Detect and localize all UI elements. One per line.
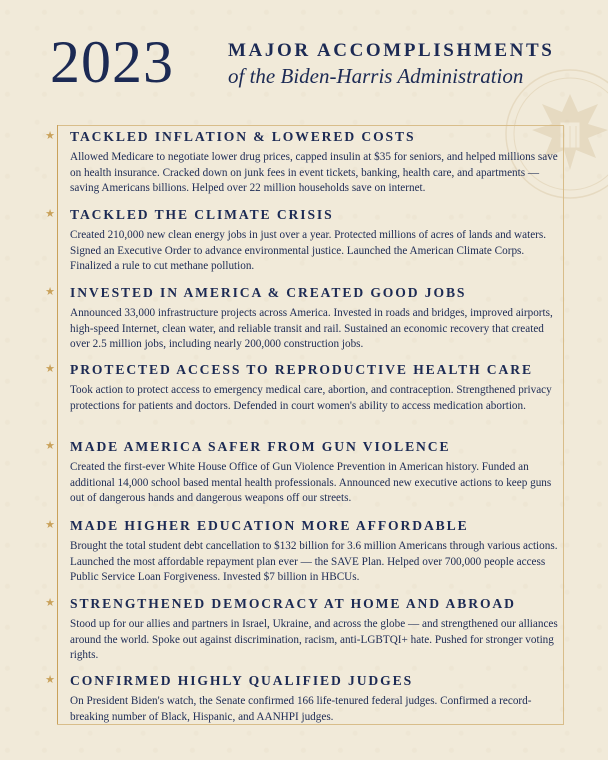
section-heading: PROTECTED ACCESS TO REPRODUCTIVE HEALTH CARE	[70, 362, 533, 377]
star-icon: ★	[45, 596, 55, 609]
frame-right-border	[563, 125, 564, 725]
section-heading: MADE HIGHER EDUCATION MORE AFFORDABLE	[70, 518, 469, 533]
section-body: Created the first-ever White House Office of Gun Violence Prevention in American history. Funded an additional 14,000 school based mental health professionals. Announced new executive actions to keep guns out of dangerous hands and dangerous weapons off our streets.	[70, 461, 552, 504]
section-body: On President Biden's watch, the Senate confirmed 166 life-tenured federal judges. Confirmed a record-breaking number of Black, Hispanic, and AANHPI judges.	[70, 695, 532, 723]
section-heading: MADE AMERICA SAFER FROM GUN VIOLENCE	[70, 439, 451, 454]
star-icon: ★	[45, 129, 55, 142]
star-icon: ★	[45, 207, 55, 220]
section-body: Took action to protect access to emergency medical care, abortion, and contraception. Strengthened privacy protections for patients and doctors. Defended in court women's ability to access medication abortion.	[70, 384, 552, 412]
star-icon: ★	[45, 439, 55, 452]
star-icon: ★	[45, 285, 55, 298]
frame-top-border	[57, 125, 564, 126]
section-body: Announced 33,000 infrastructure projects across America. Invested in roads and bridges, improved airports, high-speed Internet, clean water, and reliable transit and rail. Sustained an economic recovery that created over 2.5 million jobs, including nearly 200,000 construction jobs.	[70, 307, 553, 350]
page-header	[0, 0, 608, 118]
section-body: Stood up for our allies and partners in Israel, Ukraine, and across the globe — and strengthened our alliances around the world. Spoke out against discrimination, racism, anti-LGBTQI+ hate. Pushed for stronger voting rights.	[70, 618, 558, 661]
section-heading: TACKLED THE CLIMATE CRISIS	[70, 207, 334, 222]
page-subtitle: of the Biden-Harris Administration	[228, 64, 524, 88]
page-title: MAJOR ACCOMPLISHMENTS	[228, 40, 555, 61]
section-body: Brought the total student debt cancellation to $132 billion for 3.6 million Americans through various actions. Launched the most affordable repayment plan ever — the SAVE Plan. Helped over 700,000 people access Public Service Loan Forgiveness. Invested $7 billion in HBCUs.	[70, 540, 558, 583]
star-icon: ★	[45, 518, 55, 531]
year-title: 2023	[50, 29, 174, 95]
section-heading: TACKLED INFLATION & LOWERED COSTS	[70, 129, 416, 144]
star-icon: ★	[45, 362, 55, 375]
section-heading: STRENGTHENED DEMOCRACY AT HOME AND ABROAD	[70, 596, 516, 611]
frame-left-border	[57, 125, 58, 725]
section-heading: CONFIRMED HIGHLY QUALIFIED JUDGES	[70, 673, 414, 688]
section-body: Created 210,000 new clean energy jobs in just over a year. Protected millions of acres of lands and waters. Signed an Executive Order to advance environmental justice. Launched the American Climate Corps. Finalized a rule to cut methane pollution.	[70, 229, 547, 272]
section-body: Allowed Medicare to negotiate lower drug prices, capped insulin at $35 for seniors, and helped millions save on health insurance. Cracked down on junk fees in event tickets, banking, health care, and apartments — saving Americans billions. Helped over 22 million households save on internet.	[70, 151, 558, 194]
star-icon: ★	[45, 673, 55, 686]
section-heading: INVESTED IN AMERICA & CREATED GOOD JOBS	[70, 285, 467, 300]
